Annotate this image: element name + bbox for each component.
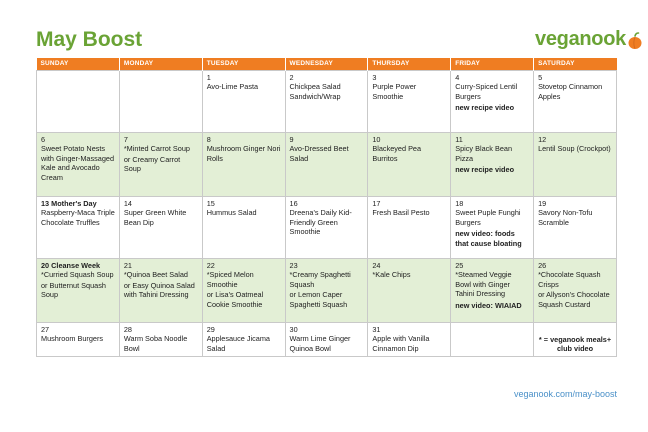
day-number: 18 xyxy=(455,198,464,208)
day-cell xyxy=(202,196,285,258)
day-number: 6 xyxy=(41,134,46,144)
day-number: 22 xyxy=(206,260,215,270)
week-row xyxy=(37,196,617,258)
day-cell xyxy=(368,196,451,258)
day-number: 3 xyxy=(372,72,377,82)
day-number: 2 xyxy=(289,72,294,82)
day-number: 20 Cleanse Week xyxy=(41,260,101,270)
recipe-link[interactable]: *Minted Carrot Soup xyxy=(123,144,190,154)
recipe-link[interactable]: *Kale Chips xyxy=(372,270,411,280)
week-row xyxy=(37,132,617,196)
meal-calendar xyxy=(36,58,617,357)
week-row xyxy=(37,258,617,322)
day-number: 10 xyxy=(372,134,381,144)
calendar-body xyxy=(37,70,617,356)
brand-logo[interactable] xyxy=(535,28,643,51)
day-number: 9 xyxy=(289,134,294,144)
day-cell xyxy=(202,70,285,132)
recipe-link[interactable]: Hummus Salad xyxy=(206,208,257,218)
day-cell xyxy=(119,132,202,196)
day-number: 24 xyxy=(372,260,381,270)
recipe-link[interactable]: Stovetop Cinnamon Apples xyxy=(538,82,603,101)
recipe-link[interactable]: Applesauce Jicama Salad xyxy=(206,334,270,353)
recipe-link[interactable]: Super Green White Bean Dip xyxy=(123,208,187,227)
day-number: 4 xyxy=(455,72,460,82)
day-number: 7 xyxy=(123,134,128,144)
page-title: May Boost xyxy=(36,28,143,51)
day-cell xyxy=(534,258,617,322)
day-cell xyxy=(202,258,285,322)
recipe-link[interactable]: Savory Non-Tofu Scramble xyxy=(538,208,593,227)
day-number: 30 xyxy=(289,324,298,334)
video-note: new video: WIAIAD xyxy=(455,300,522,310)
recipe-link[interactable]: *Curried Squash Soup xyxy=(41,270,114,280)
day-cell xyxy=(534,322,617,356)
recipe-link[interactable]: Dreena's Daily Kid-Friendly Green Smoothie xyxy=(289,208,352,237)
weekday-header-row xyxy=(37,58,617,70)
day-cell xyxy=(285,258,368,322)
day-cell xyxy=(37,322,120,356)
day-cell xyxy=(368,258,451,322)
day-number: 16 xyxy=(289,198,298,208)
day-cell xyxy=(119,70,202,132)
day-cell xyxy=(451,70,534,132)
day-cell xyxy=(368,322,451,356)
weekday-header-tuesday: TUESDAY xyxy=(202,58,285,70)
recipe-link[interactable]: *Spiced Melon Smoothie xyxy=(206,270,254,289)
recipe-link[interactable]: Purple Power Smoothie xyxy=(372,82,417,101)
day-cell xyxy=(451,322,534,356)
week-row xyxy=(37,322,617,356)
day-cell xyxy=(202,132,285,196)
recipe-link[interactable]: or Butternut Squash Soup xyxy=(41,280,106,300)
recipe-link[interactable]: *Quinoa Beet Salad xyxy=(123,270,188,280)
recipe-link[interactable]: Lentil Soup (Crockpot) xyxy=(538,144,611,154)
day-cell xyxy=(119,322,202,356)
recipe-link[interactable]: Apple with Vanilla Cinnamon Dip xyxy=(372,334,430,353)
day-cell xyxy=(534,132,617,196)
footer-link[interactable]: veganook.com/may-boost xyxy=(513,389,617,399)
day-cell xyxy=(202,322,285,356)
day-number: 14 xyxy=(123,198,132,208)
recipe-link[interactable]: or Easy Quinoa Salad with Tahini Dressing xyxy=(123,280,195,300)
day-number: 19 xyxy=(538,198,547,208)
weekday-header-friday: FRIDAY xyxy=(451,58,534,70)
recipe-link[interactable]: or Lemon Caper Spaghetti Squash xyxy=(289,290,348,309)
recipe-link[interactable]: Sweet Puple Funghi Burgers xyxy=(455,208,521,227)
recipe-link[interactable]: or Lisa's Oatmeal Cookie Smoothie xyxy=(206,290,264,309)
day-number: 13 Mother's Day xyxy=(41,198,97,208)
day-cell xyxy=(37,132,120,196)
day-number: 8 xyxy=(206,134,211,144)
day-cell xyxy=(119,258,202,322)
day-cell xyxy=(285,70,368,132)
day-number: 17 xyxy=(372,198,381,208)
recipe-link[interactable]: *Chocolate Squash Crisps xyxy=(538,270,601,289)
day-number: 15 xyxy=(206,198,215,208)
day-number: 31 xyxy=(372,324,381,334)
day-cell xyxy=(534,196,617,258)
day-cell xyxy=(285,322,368,356)
recipe-link[interactable]: Mushroom Burgers xyxy=(41,334,104,344)
day-number: 28 xyxy=(123,324,132,334)
week-row xyxy=(37,70,617,132)
recipe-link[interactable]: Spicy Black Bean Pizza xyxy=(455,144,513,163)
weekday-header-thursday: THURSDAY xyxy=(368,58,451,70)
day-cell xyxy=(451,132,534,196)
day-number: 1 xyxy=(206,72,211,82)
logo-text: veganook xyxy=(535,28,626,50)
day-cell xyxy=(119,196,202,258)
recipe-link[interactable]: Avo-Lime Pasta xyxy=(206,82,259,92)
recipe-link[interactable]: Warm Lime Ginger Quinoa Bowl xyxy=(289,334,351,353)
recipe-link[interactable]: *Steamed Veggie Bowl with Ginger Tahini Dressing xyxy=(455,270,512,299)
recipe-link[interactable]: or Creamy Carrot Soup xyxy=(123,154,181,174)
day-cell xyxy=(37,70,120,132)
recipe-link[interactable]: Avo-Dressed Beet Salad xyxy=(289,144,349,163)
recipe-link[interactable]: Curry-Spiced Lentil Burgers xyxy=(455,82,518,101)
recipe-link[interactable]: Fresh Basil Pesto xyxy=(372,208,430,218)
recipe-link[interactable]: Chickpea Salad Sandwich/Wrap xyxy=(289,82,341,101)
day-number: 12 xyxy=(538,134,547,144)
recipe-link[interactable]: or Allyson's Chocolate Squash Custard xyxy=(538,290,610,309)
pumpkin-icon xyxy=(627,32,643,50)
recipe-link[interactable]: Raspberry-Maca Triple Chocolate Truffles xyxy=(41,208,115,227)
day-number: 5 xyxy=(538,72,543,82)
video-note: new recipe video xyxy=(455,103,515,113)
legend-note: * = veganook meals+ club video xyxy=(538,334,612,354)
day-number: 23 xyxy=(289,260,298,270)
video-note: new recipe video xyxy=(455,165,515,175)
day-number: 29 xyxy=(206,324,215,334)
day-cell xyxy=(451,258,534,322)
day-cell xyxy=(534,70,617,132)
weekday-header-monday: MONDAY xyxy=(119,58,202,70)
day-cell xyxy=(368,70,451,132)
recipe-link[interactable]: *Creamy Spaghetti Squash xyxy=(289,270,351,289)
recipe-link[interactable]: Mushroom Ginger Nori Rolls xyxy=(206,144,281,163)
recipe-link[interactable]: Warm Soba Noodle Bowl xyxy=(123,334,188,353)
video-note: new video: foods that cause bloating xyxy=(455,229,522,248)
weekday-header-wednesday: WEDNESDAY xyxy=(285,58,368,70)
weekday-header-sunday: SUNDAY xyxy=(37,58,120,70)
day-cell xyxy=(285,196,368,258)
day-cell xyxy=(285,132,368,196)
day-cell xyxy=(368,132,451,196)
day-cell xyxy=(37,196,120,258)
recipe-link[interactable]: Blackeyed Pea Burritos xyxy=(372,144,422,163)
day-number: 25 xyxy=(455,260,464,270)
day-cell xyxy=(451,196,534,258)
day-number: 21 xyxy=(123,260,132,270)
day-number: 11 xyxy=(455,134,463,144)
weekday-header-saturday: SATURDAY xyxy=(534,58,617,70)
day-cell xyxy=(37,258,120,322)
day-number: 27 xyxy=(41,324,50,334)
recipe-link[interactable]: Sweet Potato Nests with Ginger-Massaged Kale and Avocado Cream xyxy=(41,144,115,182)
day-number: 26 xyxy=(538,260,547,270)
